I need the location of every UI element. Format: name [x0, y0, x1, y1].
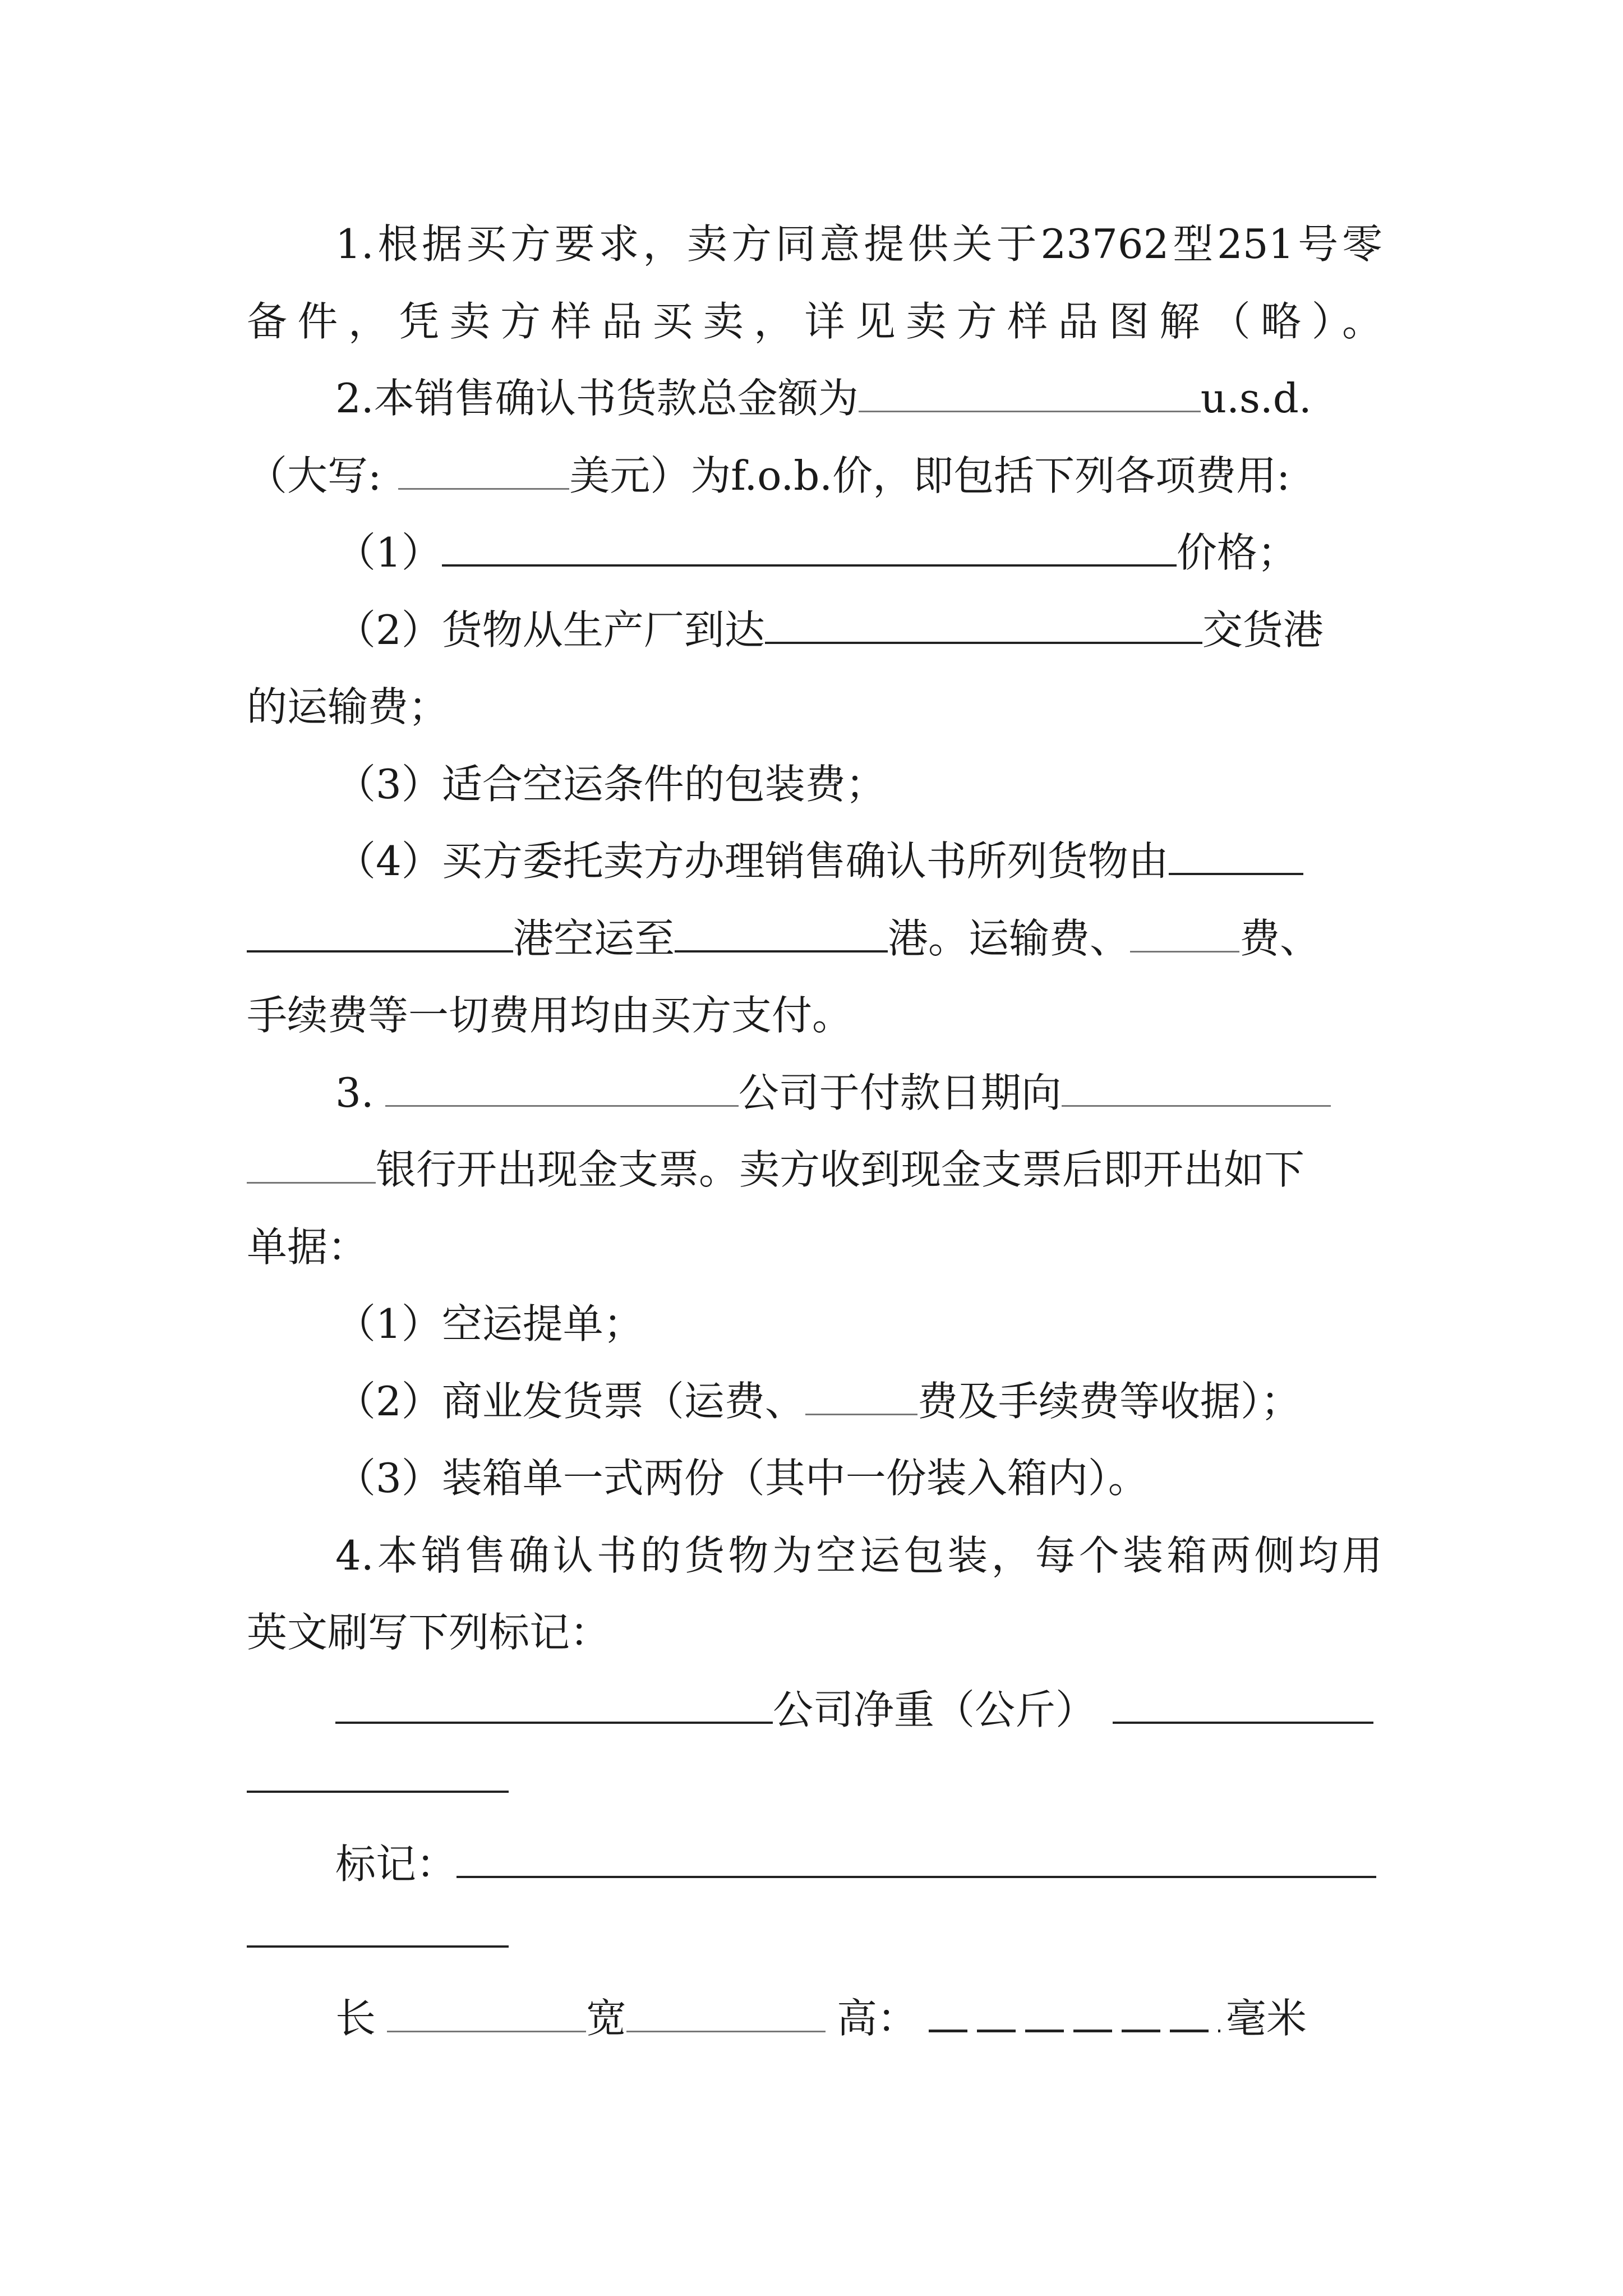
clause-2-line-1	[335, 367, 1382, 429]
cost-item-1-number: （1）	[335, 529, 442, 576]
cost-item-2-line-2: 的运输费；	[247, 683, 449, 730]
clause-2-fob-text: 美元）为f.o.b.价，即包括下列各项费用:	[569, 452, 1290, 499]
cheque-text: 银行开出现金支票。卖方收到现金支票后即开出如下	[376, 1146, 1305, 1193]
cost-item-2	[335, 599, 1382, 661]
destination-port-blank[interactable]	[675, 911, 888, 953]
clause-1-line-2: 备件，凭卖方样品买卖，详见卖方样品图解（略）。	[247, 298, 1382, 345]
price-blank[interactable]	[442, 525, 1177, 567]
net-weight-line	[335, 1679, 1382, 1741]
fee-label: 费、	[1239, 915, 1321, 962]
clause-3-line-2	[247, 1139, 1382, 1200]
currency-usd: u.s.d.	[1200, 375, 1312, 422]
cost-item-4-text: （4）买方委托卖方办理销售确认书所列货物由	[335, 838, 1169, 885]
origin-port-blank-part2[interactable]	[247, 911, 513, 953]
unit-label: 毫米	[1226, 1995, 1307, 2042]
cost-item-4-line-2	[247, 908, 1382, 969]
price-label: 价格；	[1176, 529, 1298, 576]
clause-2-line-2	[247, 445, 1382, 507]
bank-blank-part1[interactable]	[1062, 1066, 1331, 1107]
clause-3-line-1	[335, 1062, 1382, 1124]
payment-date-text: 公司于付款日期向	[738, 1069, 1062, 1116]
company-name-blank[interactable]	[335, 1682, 773, 1724]
invoice-receipts-text: 费及手续费等收据）；	[917, 1378, 1301, 1425]
cost-item-4-line-1	[335, 830, 1382, 892]
total-amount-blank[interactable]	[859, 371, 1201, 412]
document-item-2	[335, 1370, 1382, 1432]
factory-to-port-blank[interactable]	[765, 602, 1202, 644]
height-label: 高：	[837, 1995, 918, 2042]
width-label: 宽	[586, 1995, 627, 2042]
length-label: 长	[335, 1995, 376, 2042]
clause-4-line-1: 4.本销售确认书的货物为空运包装，每个装箱两侧均用	[335, 1532, 1382, 1579]
cost-item-4-line-3: 手续费等一切费用均由买方支付。	[247, 992, 853, 1039]
mark-label: 标记：	[335, 1841, 457, 1888]
net-weight-blank-part1[interactable]	[1113, 1682, 1373, 1724]
air-to-label: 港空运至	[513, 915, 675, 962]
mark-blank-part2[interactable]	[247, 1945, 509, 1948]
port-transport-label: 港。运输费、	[888, 915, 1131, 962]
invoice-text: （2）商业发货票（运费、	[335, 1378, 805, 1425]
amount-in-words-label: （大写:	[247, 452, 382, 499]
clause-2-prefix: 2.本销售确认书货款总金额为	[335, 375, 859, 422]
width-blank[interactable]	[626, 1991, 826, 2032]
delivery-port-label: 交货港	[1202, 606, 1324, 654]
cost-item-3: （3）适合空运条件的包装费；	[335, 761, 886, 808]
mark-line	[335, 1833, 1382, 1895]
length-blank[interactable]	[387, 1991, 586, 2032]
mark-blank-part1[interactable]	[457, 1837, 1376, 1878]
cost-item-1	[335, 522, 1382, 583]
clause-1-line-1: 1.根据买方要求，卖方同意提供关于23762型251号零	[335, 220, 1382, 268]
bank-blank-part2[interactable]	[247, 1143, 376, 1184]
origin-port-blank-part1[interactable]	[1169, 834, 1303, 875]
net-weight-label: 公司净重（公斤）	[773, 1686, 1096, 1733]
clause-4-line-2: 英文刷写下列标记：	[247, 1609, 611, 1656]
clause-3-number: 3.	[335, 1069, 374, 1116]
document-item-3: （3）装箱单一式两份（其中一份装入箱内）。	[335, 1455, 1149, 1502]
amount-in-words-blank[interactable]	[398, 449, 569, 490]
clause-3-line-3: 单据：	[247, 1223, 368, 1271]
document-item-1: （1）空运提单；	[335, 1300, 644, 1347]
invoice-fee-blank[interactable]	[805, 1374, 917, 1415]
height-blank[interactable]	[929, 1993, 1220, 2032]
cost-item-2-text: （2）货物从生产厂到达	[335, 606, 765, 654]
net-weight-blank-part2[interactable]	[247, 1791, 509, 1793]
fee-type-blank[interactable]	[1130, 912, 1239, 953]
company-blank[interactable]	[385, 1066, 739, 1107]
dimensions-line	[335, 1987, 1382, 2049]
